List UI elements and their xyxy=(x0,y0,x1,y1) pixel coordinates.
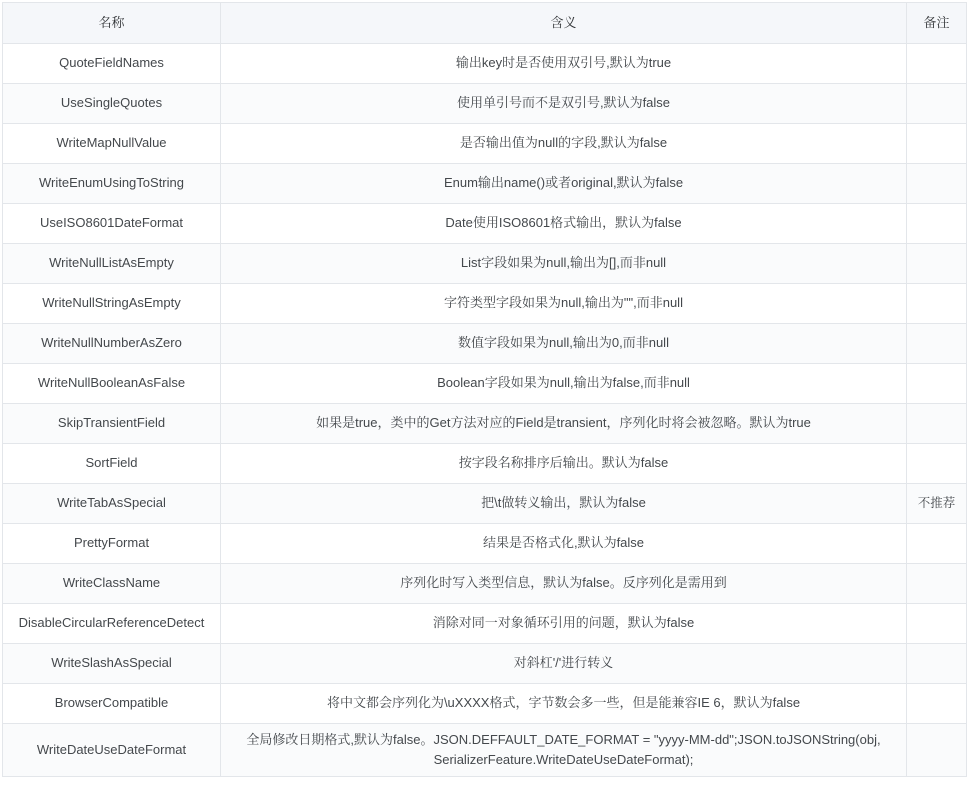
cell-feature-note xyxy=(907,564,967,604)
table-row xyxy=(3,124,967,164)
cell-feature-note xyxy=(907,604,967,644)
cell-feature-meaning: 按字段名称排序后输出。默认为false xyxy=(221,444,907,484)
table-body xyxy=(3,44,967,777)
table-row xyxy=(3,44,967,84)
cell-feature-meaning: Boolean字段如果为null,输出为false,而非null xyxy=(221,364,907,404)
table-row xyxy=(3,324,967,364)
cell-feature-name: UseSingleQuotes xyxy=(3,84,221,124)
table-header xyxy=(3,3,967,44)
cell-feature-name: QuoteFieldNames xyxy=(3,44,221,84)
cell-feature-note xyxy=(907,164,967,204)
cell-feature-meaning: 结果是否格式化,默认为false xyxy=(221,524,907,564)
cell-feature-meaning: 将中文都会序列化为\uXXXX格式，字节数会多一些，但是能兼容IE 6，默认为false xyxy=(221,684,907,724)
table-row xyxy=(3,204,967,244)
cell-feature-meaning: 是否输出值为null的字段,默认为false xyxy=(221,124,907,164)
cell-feature-meaning: 对斜杠'/'进行转义 xyxy=(221,644,907,684)
cell-feature-meaning: 使用单引号而不是双引号,默认为false xyxy=(221,84,907,124)
cell-feature-note xyxy=(907,324,967,364)
cell-feature-name: PrettyFormat xyxy=(3,524,221,564)
cell-feature-note xyxy=(907,684,967,724)
cell-feature-name: WriteMapNullValue xyxy=(3,124,221,164)
table-row xyxy=(3,364,967,404)
cell-feature-note xyxy=(907,244,967,284)
cell-feature-name: SortField xyxy=(3,444,221,484)
cell-feature-meaning: 数值字段如果为null,输出为0,而非null xyxy=(221,324,907,364)
cell-feature-name: SkipTransientField xyxy=(3,404,221,444)
cell-feature-note xyxy=(907,444,967,484)
column-header-meaning: 含义 xyxy=(221,3,907,44)
column-header-name: 名称 xyxy=(3,3,221,44)
cell-feature-name: WriteSlashAsSpecial xyxy=(3,644,221,684)
cell-feature-note xyxy=(907,124,967,164)
cell-feature-name: WriteNullListAsEmpty xyxy=(3,244,221,284)
column-header-note: 备注 xyxy=(907,3,967,44)
cell-feature-note xyxy=(907,284,967,324)
cell-feature-name: BrowserCompatible xyxy=(3,684,221,724)
cell-feature-name: WriteNullBooleanAsFalse xyxy=(3,364,221,404)
cell-feature-meaning: 把\t做转义输出，默认为false xyxy=(221,484,907,524)
cell-feature-name: WriteTabAsSpecial xyxy=(3,484,221,524)
cell-feature-meaning: 序列化时写入类型信息，默认为false。反序列化是需用到 xyxy=(221,564,907,604)
cell-feature-meaning: 字符类型字段如果为null,输出为"",而非null xyxy=(221,284,907,324)
cell-feature-name: UseISO8601DateFormat xyxy=(3,204,221,244)
cell-feature-meaning: 输出key时是否使用双引号,默认为true xyxy=(221,44,907,84)
table-row xyxy=(3,604,967,644)
cell-feature-note xyxy=(907,404,967,444)
cell-feature-meaning: Enum输出name()或者original,默认为false xyxy=(221,164,907,204)
cell-feature-name: WriteNullStringAsEmpty xyxy=(3,284,221,324)
cell-feature-name: WriteDateUseDateFormat xyxy=(3,724,221,777)
table-row xyxy=(3,404,967,444)
table-row xyxy=(3,84,967,124)
cell-feature-name: WriteNullNumberAsZero xyxy=(3,324,221,364)
cell-feature-meaning: 消除对同一对象循环引用的问题，默认为false xyxy=(221,604,907,644)
table-row xyxy=(3,564,967,604)
cell-feature-name: WriteEnumUsingToString xyxy=(3,164,221,204)
cell-feature-name: WriteClassName xyxy=(3,564,221,604)
cell-feature-note xyxy=(907,364,967,404)
table-row xyxy=(3,444,967,484)
table-row xyxy=(3,244,967,284)
table-row xyxy=(3,284,967,324)
table-header-row xyxy=(3,3,967,44)
cell-feature-note xyxy=(907,204,967,244)
table-row xyxy=(3,524,967,564)
cell-feature-name: DisableCircularReferenceDetect xyxy=(3,604,221,644)
cell-feature-meaning: List字段如果为null,输出为[],而非null xyxy=(221,244,907,284)
cell-feature-note: 不推荐 xyxy=(907,484,967,524)
table-row xyxy=(3,684,967,724)
cell-feature-note xyxy=(907,44,967,84)
table-row xyxy=(3,644,967,684)
cell-feature-meaning: Date使用ISO8601格式输出，默认为false xyxy=(221,204,907,244)
cell-feature-meaning: 全局修改日期格式,默认为false。JSON.DEFFAULT_DATE_FORMAT = "yyyy-MM-dd";JSON.toJSONString(obj, SerializerFeature.WriteDateUseDateFormat); xyxy=(221,724,907,777)
table-row xyxy=(3,724,967,777)
cell-feature-note xyxy=(907,644,967,684)
table-row xyxy=(3,164,967,204)
cell-feature-meaning: 如果是true，类中的Get方法对应的Field是transient，序列化时将会被忽略。默认为true xyxy=(221,404,907,444)
cell-feature-note xyxy=(907,84,967,124)
cell-feature-note xyxy=(907,524,967,564)
table-row xyxy=(3,484,967,524)
cell-feature-note xyxy=(907,724,967,777)
serializer-feature-table xyxy=(2,2,967,777)
